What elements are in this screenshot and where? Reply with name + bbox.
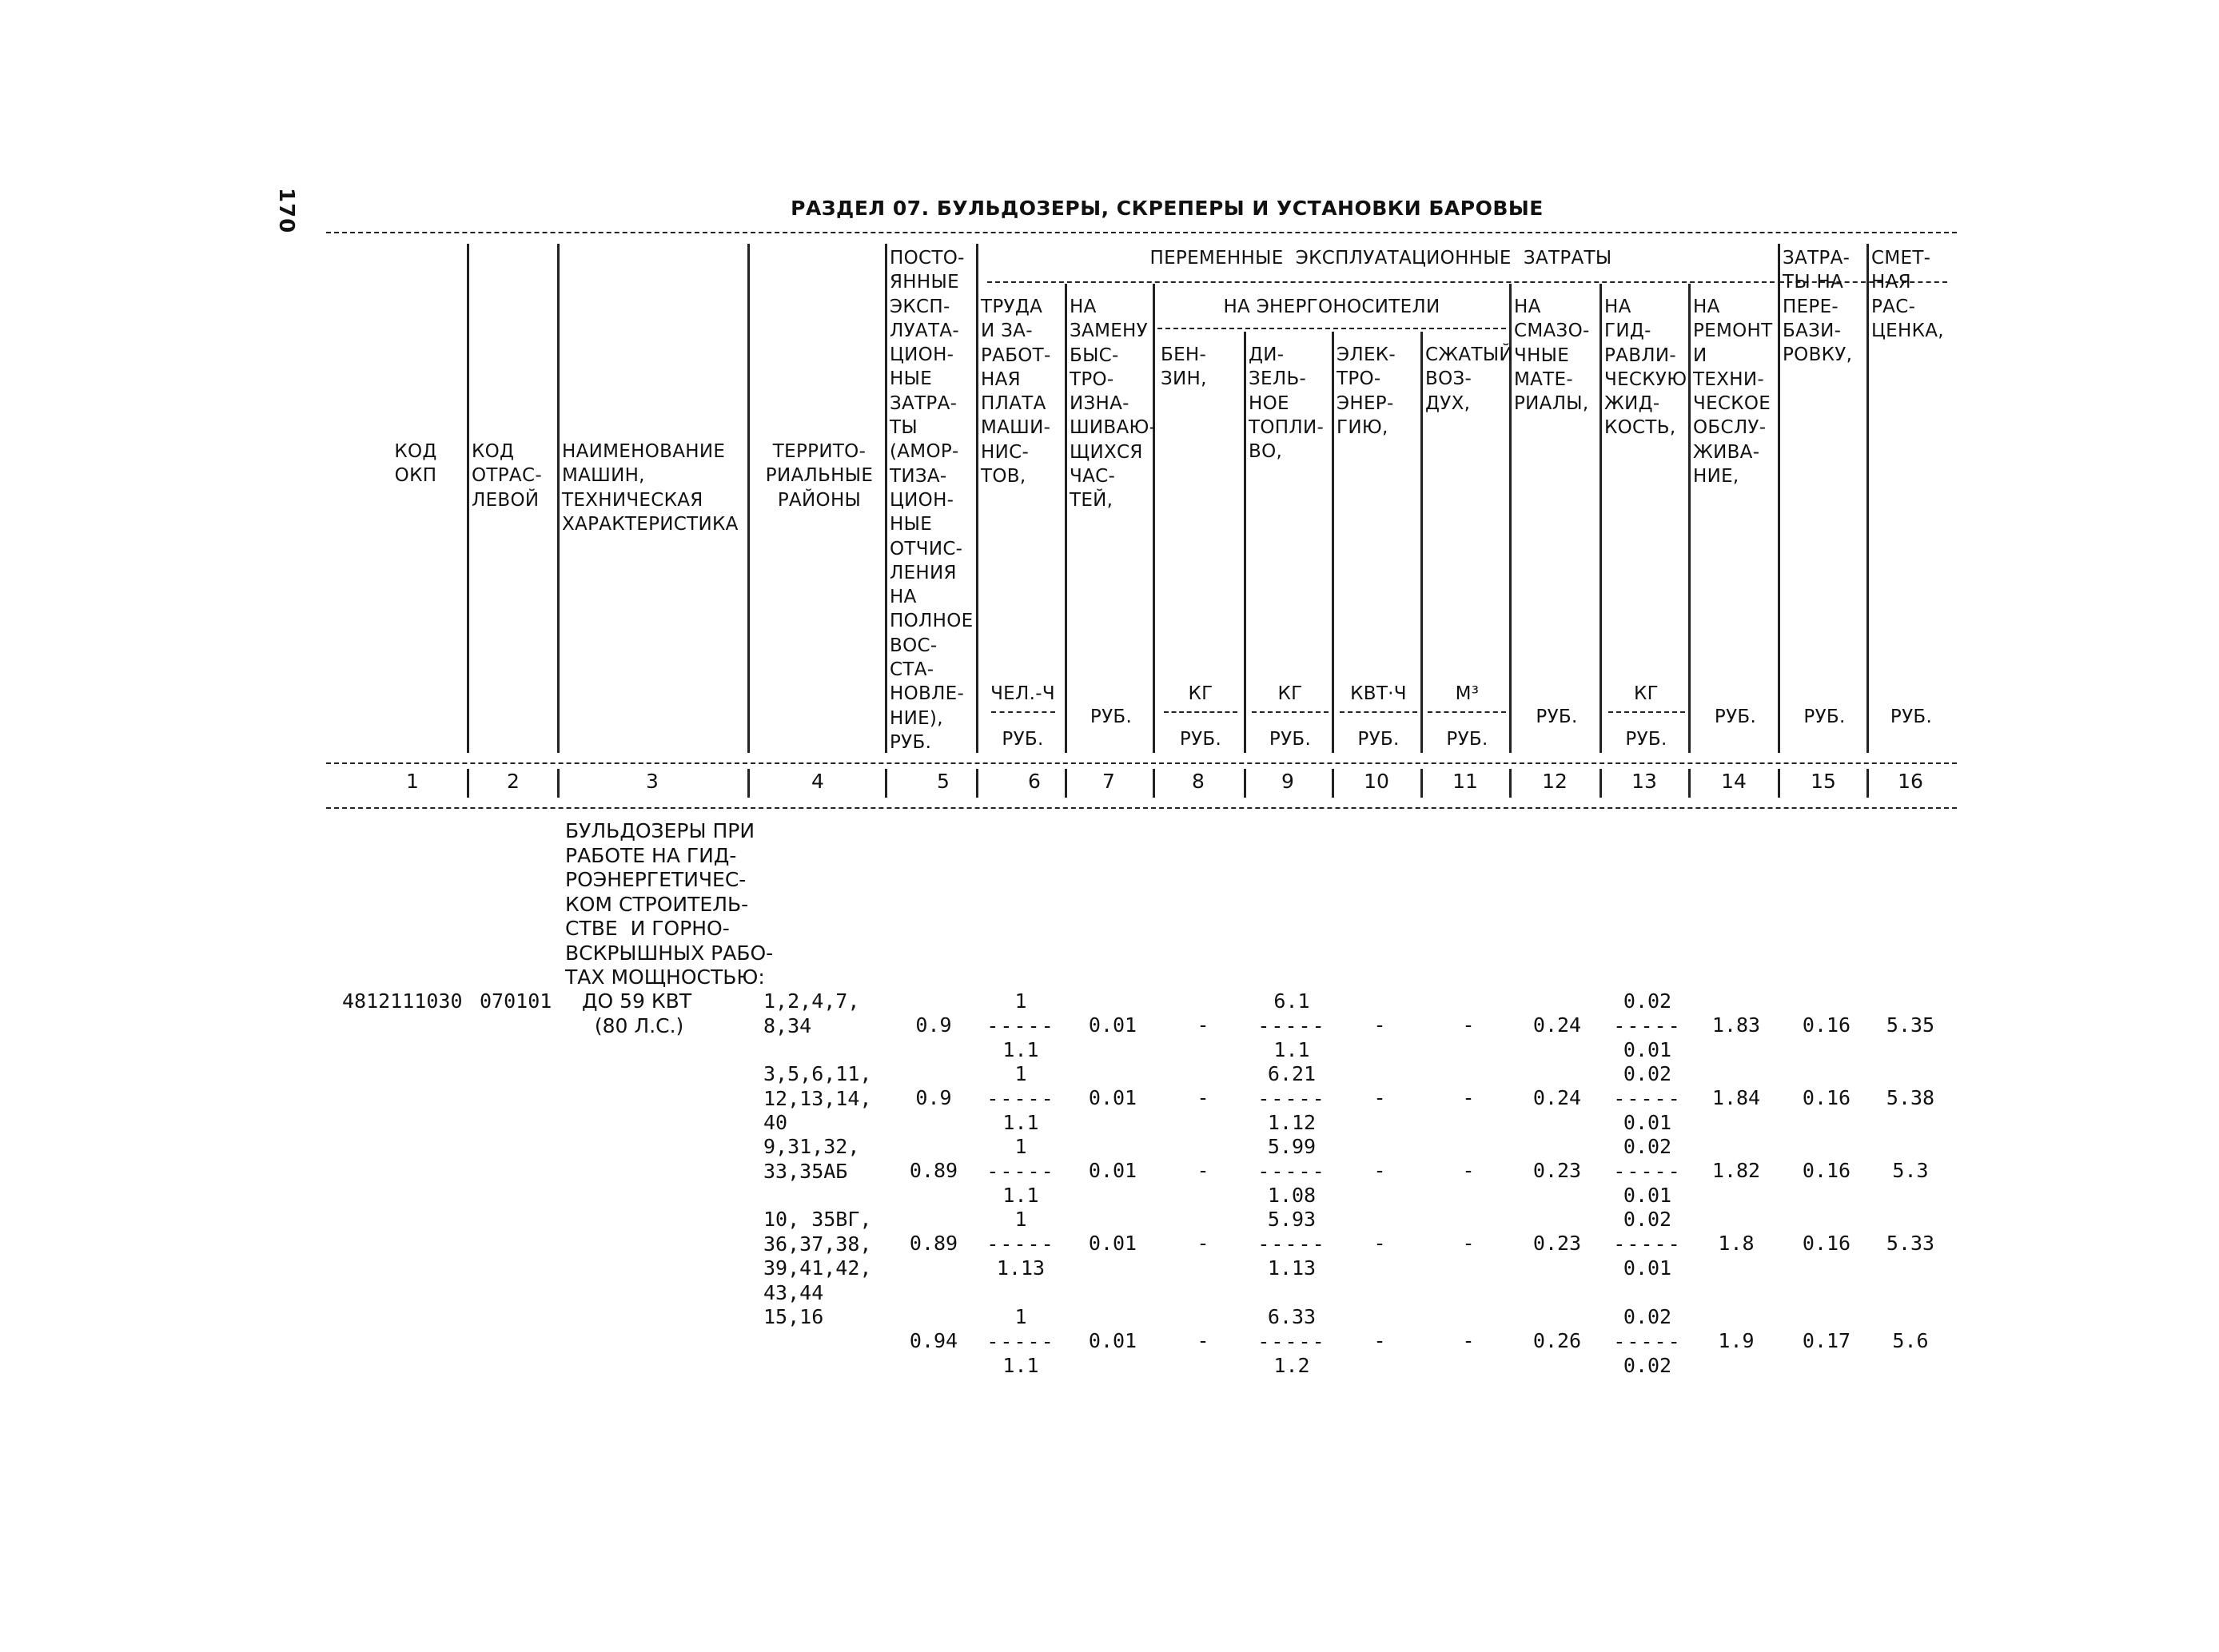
fraction-c6 [977,1135,1065,1208]
col-separator [1600,284,1602,753]
colnum-separator [1688,769,1691,798]
fraction-bottom: 1.13 [1267,1256,1317,1280]
column-number: 8 [1192,770,1205,793]
header-branch-code: КОД ОТРАС- ЛЕВОЙ [472,441,542,511]
header-estimate: СМЕТ- НАЯ РАС- ЦЕНКА, [1871,248,1944,341]
fraction-bar: ----- [1257,1086,1326,1110]
fraction-bottom: 1.1 [1273,1038,1310,1061]
fraction-c9 [1248,1135,1336,1208]
col-separator [1866,244,1869,753]
cell-c15: 0.16 [1802,1159,1851,1182]
fraction-bar: ----- [986,1013,1055,1037]
colnum-separator [1420,769,1423,798]
colnum-separator [467,769,469,798]
header-top-rule [326,232,1957,233]
cell-c7: 0.01 [1088,1013,1137,1037]
unit-fraction-bar [991,711,1055,713]
cell-c14: 1.82 [1711,1159,1761,1182]
machine-description: БУЛЬДОЗЕРЫ ПРИ РАБОТЕ НА ГИД- РОЭНЕРГЕТИЧЕС- КОМ СТРОИТЕЛЬ- СТВЕ И ГОРНО- ВСКРЫШНЫХ РАБО- ТАХ МОЩНОСТЬЮ: [565,819,774,989]
section-title: РАЗДЕЛ 07. БУЛЬДОЗЕРЫ, СКРЕПЕРЫ И УСТАНОВКИ БАРОВЫЕ [791,197,1544,220]
fraction-bottom: 1.1 [1002,1038,1039,1061]
col-separator [976,244,978,753]
fraction-bar: ----- [986,1232,1055,1256]
unit-petrol-bottom: РУБ. [1179,729,1222,750]
cell-c11: - [1462,1086,1475,1109]
colnum-separator [1600,769,1602,798]
column-number: 14 [1721,770,1747,793]
colnum-separator [747,769,750,798]
colnum-separator [1866,769,1869,798]
header-petrol: БЕН- ЗИН, [1161,344,1207,390]
column-number: 15 [1811,770,1836,793]
cell-c5: 0.9 [915,1013,952,1037]
fraction-top: 1 [1014,1208,1027,1231]
column-number: 13 [1631,770,1657,793]
colnum-separator [1244,769,1246,798]
fraction-top: 0.02 [1623,989,1672,1013]
unit-electricity-bottom: РУБ. [1357,729,1400,750]
column-number: 16 [1898,770,1923,793]
territorial-regions: 9,31,32, 33,35АБ [763,1135,860,1183]
fraction-c9 [1248,989,1336,1063]
unit-fraction-bar [1340,711,1417,713]
fraction-c13 [1603,1208,1691,1281]
column-number: 9 [1281,770,1294,793]
column-number: 10 [1364,770,1389,793]
unit-fraction-bar [1164,711,1237,713]
colnum-separator [1065,769,1067,798]
column-numbers-rule [326,807,1957,809]
okp-code: 4812111030 [342,989,463,1013]
header-regions: ТЕРРИТО- РИАЛЬНЫЕ РАЙОНЫ [765,441,874,511]
column-number: 5 [937,770,950,793]
fraction-top: 0.02 [1623,1062,1672,1085]
unit-diesel-bottom: РУБ. [1269,729,1312,750]
fraction-bar: ----- [1613,1329,1682,1353]
cell-c8: - [1197,1232,1209,1255]
cell-c11: - [1462,1329,1475,1352]
col-separator [885,244,887,753]
header-okp-code: КОД ОКП [394,441,437,487]
fraction-bottom: 1.1 [1002,1111,1039,1134]
header-energy: НА ЭНЕРГОНОСИТЕЛИ [1223,297,1440,317]
fraction-c6 [977,989,1065,1063]
header-diesel: ДИ- ЗЕЛЬ- НОЕ ТОПЛИ- ВО, [1249,344,1325,463]
cell-c8: - [1197,1329,1209,1352]
col-separator [467,244,469,753]
fraction-top: 6.21 [1267,1062,1317,1085]
territorial-regions: 10, 35ВГ, 36,37,38, 39,41,42, 43,44 [763,1208,872,1304]
fraction-bottom: 0.02 [1623,1354,1672,1377]
cell-c16: 5.38 [1886,1086,1935,1109]
cell-c14: 1.84 [1711,1086,1761,1109]
fraction-c13 [1603,1135,1691,1208]
cell-c12: 0.23 [1532,1232,1582,1255]
territorial-regions: 15,16 [763,1305,824,1328]
cell-c8: - [1197,1013,1209,1037]
header-bottom-rule [326,762,1957,764]
unit-hydraulic-top: КГ [1634,683,1659,704]
fraction-bar: ----- [1613,1159,1682,1183]
territorial-regions: 3,5,6,11, 12,13,14, 40 [763,1062,872,1134]
cell-c8: - [1197,1159,1209,1182]
colnum-separator [1332,769,1334,798]
fraction-bottom: 1.08 [1267,1184,1317,1207]
fraction-bottom: 1.12 [1267,1111,1317,1134]
cell-c14: 1.9 [1718,1329,1755,1352]
fraction-bottom: 0.01 [1623,1111,1672,1134]
unit-lubricants: РУБ. [1536,707,1578,727]
column-number: 4 [811,770,824,793]
cell-c10: - [1373,1232,1386,1255]
fraction-bar: ----- [1257,1329,1326,1353]
fraction-top: 6.1 [1273,989,1310,1013]
fraction-bottom: 1.1 [1002,1354,1039,1377]
fraction-bottom: 0.01 [1623,1184,1672,1207]
cell-c10: - [1373,1329,1386,1352]
territorial-regions: 1,2,4,7, 8,34 [763,989,860,1037]
fraction-c9 [1248,1305,1336,1379]
cell-c10: - [1373,1013,1386,1037]
cell-c7: 0.01 [1088,1232,1137,1255]
header-parts: НА ЗАМЕНУ БЫС- ТРО- ИЗНА- ШИВАЮ- ЩИХСЯ ЧАС- ТЕЙ, [1070,297,1157,512]
cell-c16: 5.6 [1892,1329,1929,1352]
fraction-bottom: 0.01 [1623,1256,1672,1280]
header-variable-costs: ПЕРЕМЕННЫЕ ЭКСПЛУАТАЦИОННЫЕ ЗАТРАТЫ [1149,248,1612,269]
header-constant-costs: ПОСТО- ЯННЫЕ ЭКСП- ЛУАТА- ЦИОН- НЫЕ ЗАТРА- ТЫ (АМОР- ТИЗА- ЦИОН- НЫЕ ОТЧИС- ЛЕНИЯ НА ПОЛНОЕ ВОС- СТА- НОВЛЕ- НИЕ), РУБ. [890,248,974,753]
colnum-separator [976,769,978,798]
fraction-bar: ----- [1613,1086,1682,1110]
cell-c5: 0.94 [909,1329,958,1352]
unit-fraction-bar [1428,711,1506,713]
column-number: 7 [1102,770,1115,793]
cell-c12: 0.26 [1532,1329,1582,1352]
fraction-c6 [977,1305,1065,1379]
col-separator [1065,284,1067,753]
cell-c14: 1.8 [1718,1232,1755,1255]
cell-c7: 0.01 [1088,1159,1137,1182]
unit-repair: РУБ. [1714,707,1757,727]
header-relocation: ЗАТРА- ТЫ НА ПЕРЕ- БАЗИ- РОВКУ, [1783,248,1853,366]
fraction-top: 0.02 [1623,1208,1672,1231]
fraction-top: 6.33 [1267,1305,1317,1328]
cell-c12: 0.24 [1532,1086,1582,1109]
fraction-c6 [977,1208,1065,1281]
cell-c16: 5.35 [1886,1013,1935,1037]
unit-fraction-bar [1252,711,1329,713]
fraction-top: 0.02 [1623,1305,1672,1328]
machine-spec: ДО 59 КВТ (80 Л.С.) [582,989,692,1037]
unit-estimate: РУБ. [1890,707,1933,727]
fraction-bar: ----- [1257,1159,1326,1183]
unit-relocation: РУБ. [1803,707,1846,727]
unit-petrol-top: КГ [1188,683,1213,704]
fraction-c6 [977,1062,1065,1136]
fraction-top: 0.02 [1623,1135,1672,1158]
unit-electricity-top: КВТ·Ч [1350,683,1407,704]
column-number: 3 [646,770,659,793]
col-separator [747,244,750,753]
energy-group-rule [1157,328,1506,329]
fraction-top: 1 [1014,989,1027,1013]
cell-c16: 5.3 [1892,1159,1929,1182]
cell-c11: - [1462,1013,1475,1037]
unit-labor-top: ЧЕЛ.-Ч [990,683,1055,704]
cell-c11: - [1462,1159,1475,1182]
fraction-bar: ----- [1257,1013,1326,1037]
unit-air-top: М³ [1455,683,1480,704]
fraction-c13 [1603,1062,1691,1136]
cell-c15: 0.16 [1802,1232,1851,1255]
cell-c10: - [1373,1159,1386,1182]
cell-c7: 0.01 [1088,1086,1137,1109]
fraction-c9 [1248,1208,1336,1281]
col-separator [1244,332,1246,753]
header-electricity: ЭЛЕК- ТРО- ЭНЕР- ГИЮ, [1337,344,1396,438]
header-machine-name: НАИМЕНОВАНИЕ МАШИН, ТЕХНИЧЕСКАЯ ХАРАКТЕРИСТИКА [562,441,739,535]
cell-c11: - [1462,1232,1475,1255]
unit-parts: РУБ. [1090,707,1133,727]
header-repair: НА РЕМОНТ И ТЕХНИ- ЧЕСКОЕ ОБСЛУ- ЖИВА- НИЕ, [1693,297,1773,488]
fraction-bar: ----- [1257,1232,1326,1256]
col-separator [1778,244,1780,753]
column-number: 1 [406,770,419,793]
fraction-bar: ----- [986,1159,1055,1183]
cell-c15: 0.16 [1802,1086,1851,1109]
cell-c15: 0.17 [1802,1329,1851,1352]
fraction-c13 [1603,989,1691,1063]
cell-c15: 0.16 [1802,1013,1851,1037]
cell-c8: - [1197,1086,1209,1109]
cell-c16: 5.33 [1886,1232,1935,1255]
fraction-c9 [1248,1062,1336,1136]
cell-c10: - [1373,1086,1386,1109]
fraction-c13 [1603,1305,1691,1379]
fraction-top: 5.93 [1267,1208,1317,1231]
fraction-top: 1 [1014,1062,1027,1085]
colnum-separator [1153,769,1155,798]
cell-c7: 0.01 [1088,1329,1137,1352]
fraction-bar: ----- [1613,1013,1682,1037]
column-number: 12 [1542,770,1568,793]
col-separator [1332,332,1334,753]
header-labor: ТРУДА И ЗА- РАБОТ- НАЯ ПЛАТА МАШИ- НИС- ТОВ, [981,297,1051,488]
cell-c5: 0.89 [909,1159,958,1182]
col-separator [557,244,560,753]
colnum-separator [1509,769,1512,798]
page-number: 170 [274,188,298,234]
fraction-bar: ----- [1613,1232,1682,1256]
variable-group-rule [987,281,1775,283]
column-number: 2 [507,770,520,793]
fraction-bottom: 1.1 [1002,1184,1039,1207]
header-lubricants: НА СМАЗО- ЧНЫЕ МАТЕ- РИАЛЫ, [1514,297,1590,415]
fraction-bar: ----- [986,1329,1055,1353]
column-number: 6 [1028,770,1041,793]
unit-air-bottom: РУБ. [1446,729,1488,750]
fraction-bottom: 1.13 [996,1256,1046,1280]
unit-hydraulic-bottom: РУБ. [1625,729,1667,750]
column-number: 11 [1452,770,1478,793]
fraction-bar: ----- [986,1086,1055,1110]
branch-code: 070101 [480,989,552,1013]
colnum-separator [557,769,560,798]
cell-c14: 1.83 [1711,1013,1761,1037]
fraction-bottom: 0.01 [1623,1038,1672,1061]
cell-c5: 0.9 [915,1086,952,1109]
fraction-bottom: 1.2 [1273,1354,1310,1377]
col-separator [1688,284,1691,753]
cell-c5: 0.89 [909,1232,958,1255]
cell-c12: 0.23 [1532,1159,1582,1182]
cell-c12: 0.24 [1532,1013,1582,1037]
unit-labor-bottom: РУБ. [1002,729,1044,750]
fraction-top: 5.99 [1267,1135,1317,1158]
unit-fraction-bar [1608,711,1685,713]
col-separator [1420,332,1423,753]
fraction-top: 1 [1014,1305,1027,1328]
colnum-separator [885,769,887,798]
header-hydraulic: НА ГИД- РАВЛИ- ЧЕСКУЮ ЖИД- КОСТЬ, [1604,297,1687,439]
unit-diesel-top: КГ [1277,683,1303,704]
header-compressed-air: СЖАТЫЙ ВОЗ- ДУХ, [1425,344,1513,414]
colnum-separator [1778,769,1780,798]
fraction-top: 1 [1014,1135,1027,1158]
